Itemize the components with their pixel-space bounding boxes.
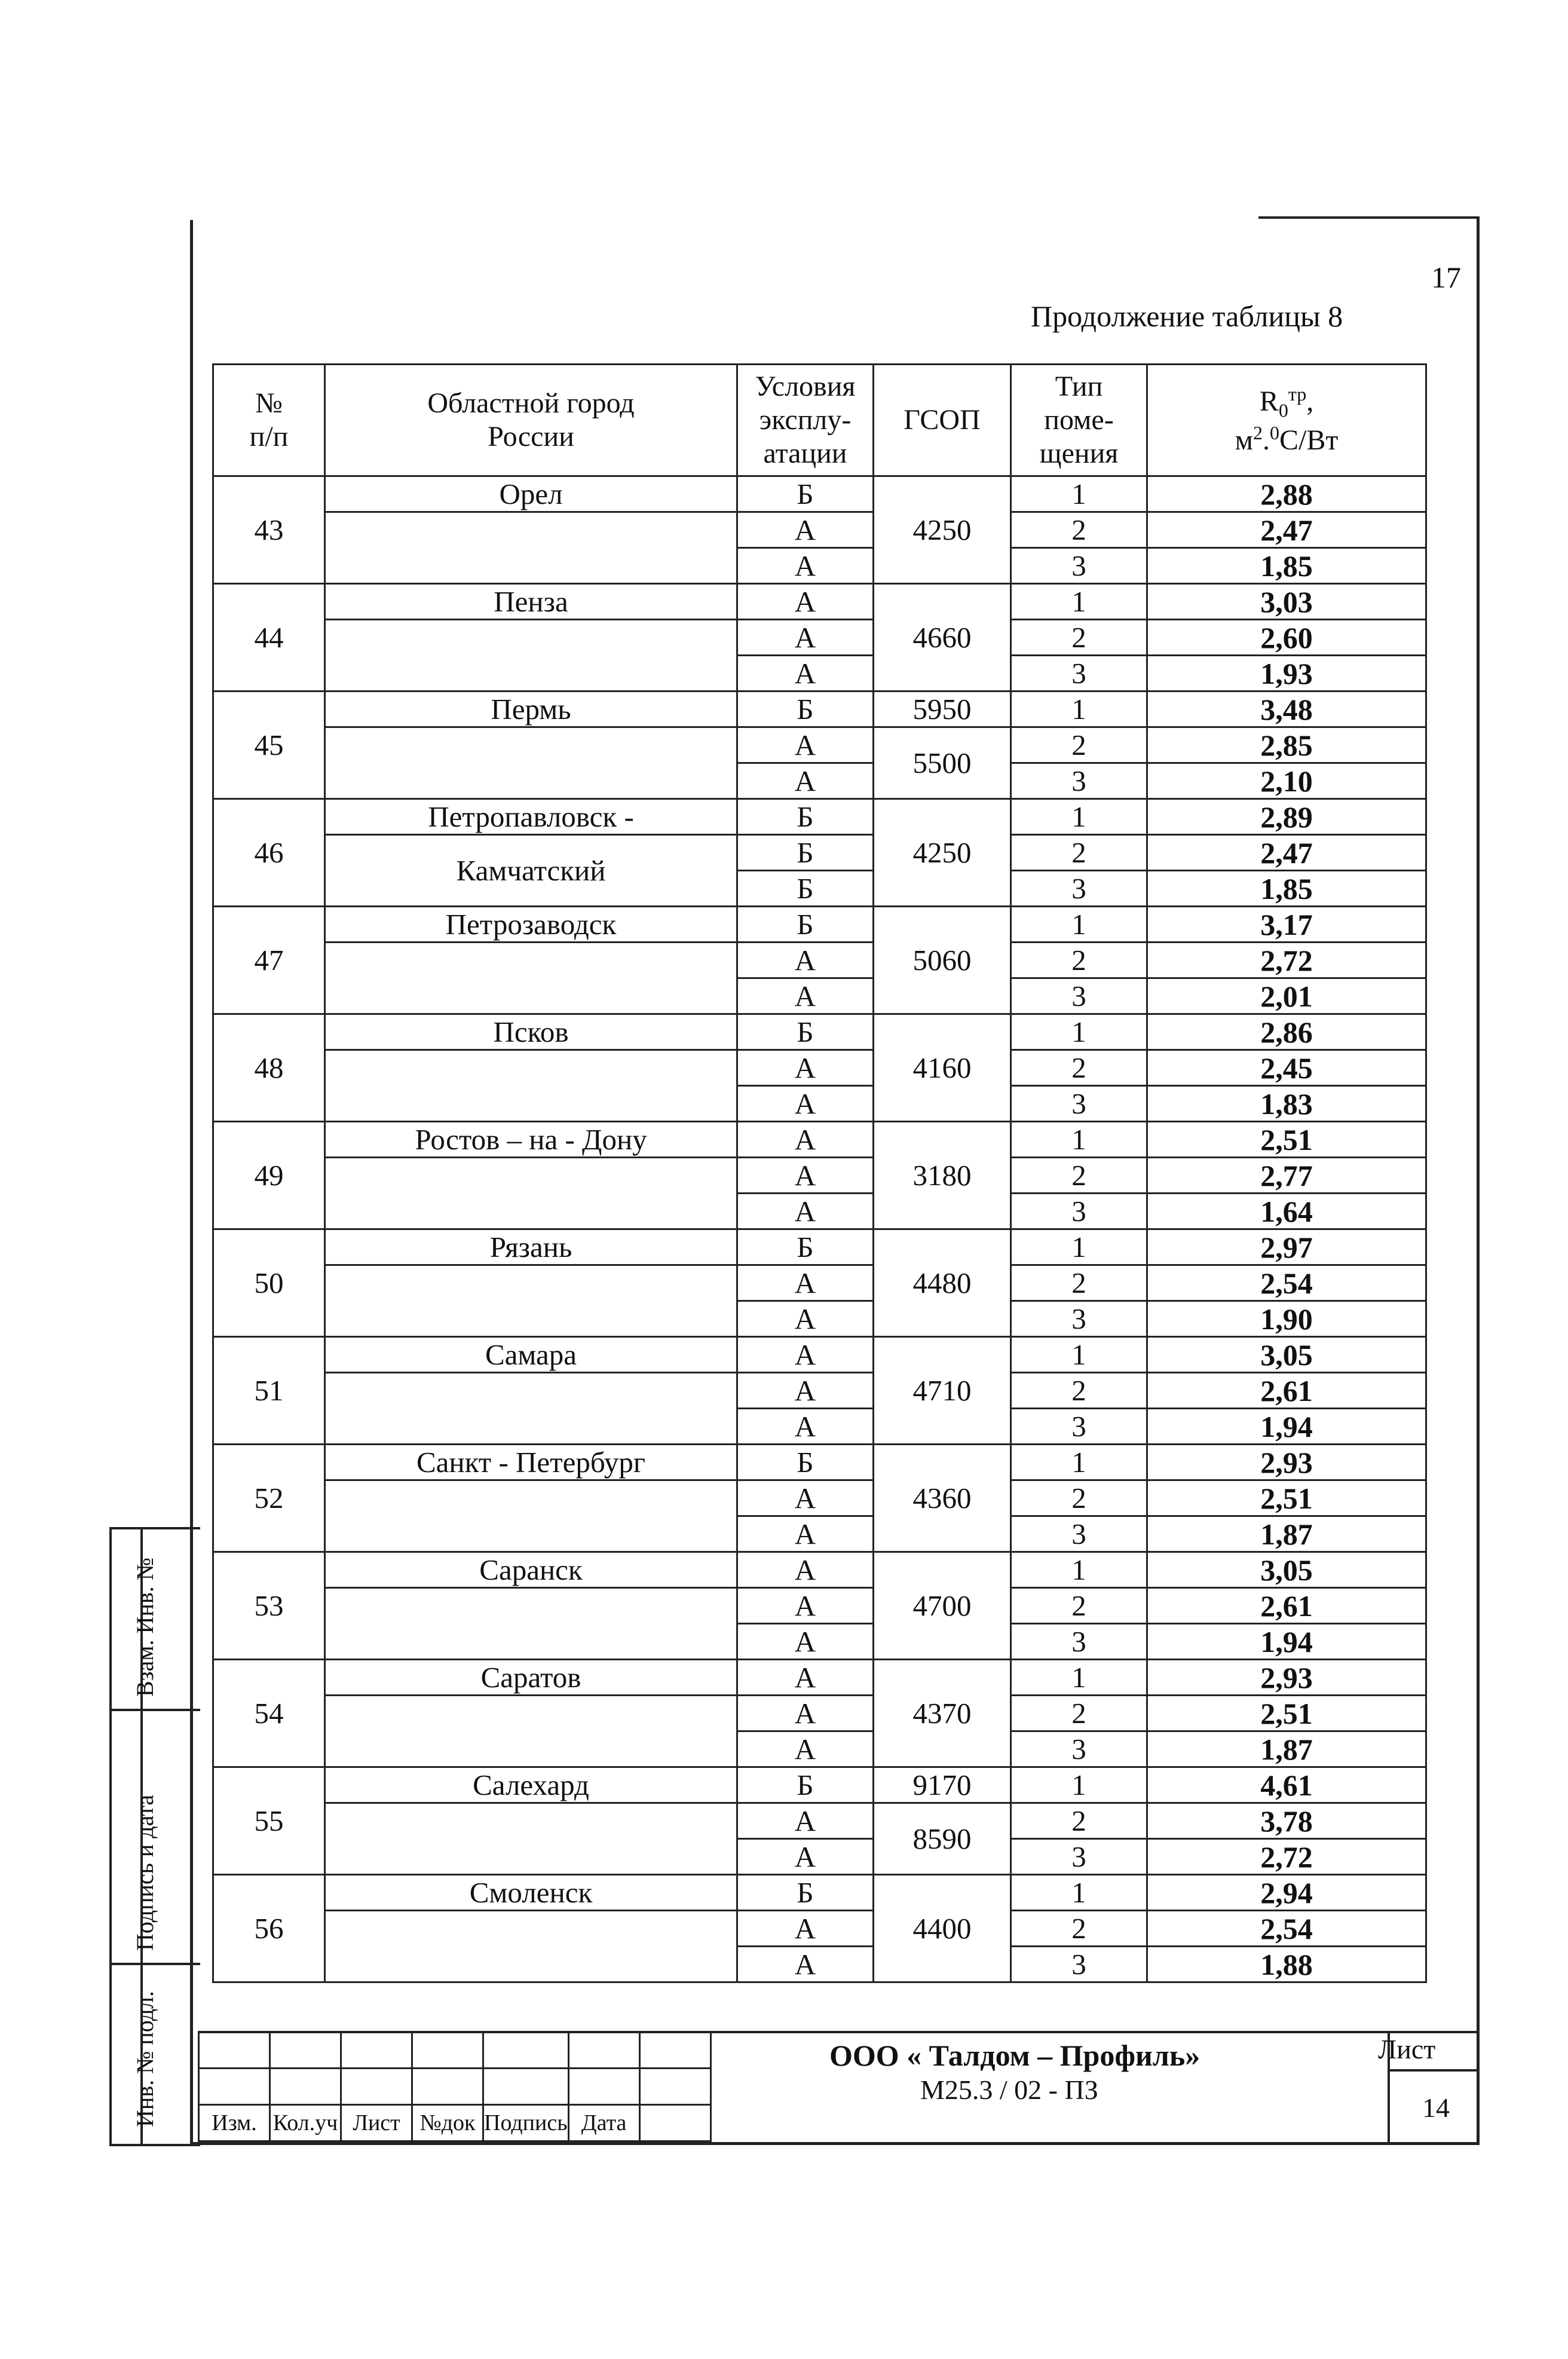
row-number: 56 (213, 1875, 325, 1982)
room-type-cell: 1 (1011, 692, 1147, 727)
room-type-cell: 2 (1011, 1803, 1147, 1839)
company-name: ООО « Талдом – Профиль» (829, 2039, 1200, 2072)
condition-cell: А (737, 1660, 874, 1696)
room-type-cell: 2 (1011, 1050, 1147, 1086)
city-name-cont (325, 943, 737, 1014)
condition-cell: А (737, 727, 874, 763)
room-type-cell: 3 (1011, 1947, 1147, 1982)
city-name-cont (325, 1265, 737, 1337)
table-header-row (213, 365, 1426, 476)
margin-stamp-line (112, 1963, 200, 1965)
table-row (213, 1767, 1426, 1803)
resistance-value: 3,78 (1147, 1803, 1426, 1839)
resistance-value: 1,83 (1147, 1086, 1426, 1122)
city-name: Орел (325, 476, 737, 512)
table-row (213, 1373, 1426, 1409)
table-row (213, 727, 1426, 763)
resistance-value: 1,90 (1147, 1301, 1426, 1337)
margin-signature-label: Подпись и дата (131, 1794, 158, 1951)
room-type-cell: 3 (1011, 1086, 1147, 1122)
table-row (213, 1552, 1426, 1588)
city-name-cont (325, 727, 737, 799)
table-row (213, 1158, 1426, 1194)
table-row (213, 1229, 1426, 1265)
tb-koluch: Кол.уч (270, 2105, 341, 2141)
header-resistance: $R_0^{тр}$, $м^2.^0С/Вт$ (1147, 365, 1426, 476)
city-name: Рязань (325, 1229, 737, 1265)
resistance-value: 2,97 (1147, 1229, 1426, 1265)
condition-cell: А (737, 1588, 874, 1624)
condition-cell: А (737, 1696, 874, 1731)
row-number: 47 (213, 907, 325, 1014)
gsop-cell: 4480 (874, 1229, 1011, 1337)
resistance-value: 2,93 (1147, 1660, 1426, 1696)
gsop-cell: 8590 (874, 1803, 1011, 1875)
resistance-value: 3,05 (1147, 1337, 1426, 1373)
condition-cell: Б (737, 835, 874, 871)
condition-cell: А (737, 1086, 874, 1122)
table-row (213, 476, 1426, 512)
table-row (213, 584, 1426, 620)
gsop-cell: 4370 (874, 1660, 1011, 1767)
table-row (213, 1911, 1426, 1947)
title-block-grid (198, 2031, 712, 2142)
table-row (213, 799, 1426, 835)
resistance-value: 2,60 (1147, 620, 1426, 656)
city-name: Самара (325, 1337, 737, 1373)
table-row (213, 692, 1426, 727)
sheet-number: 14 (1422, 2092, 1450, 2123)
room-type-cell: 2 (1011, 943, 1147, 978)
gsop-cell: 4360 (874, 1445, 1011, 1552)
condition-cell: А (737, 1265, 874, 1301)
table-row (213, 1337, 1426, 1373)
city-name-cont (325, 1911, 737, 1982)
resistance-value: 2,47 (1147, 512, 1426, 548)
resistance-value: 4,61 (1147, 1767, 1426, 1803)
city-name: Саратов (325, 1660, 737, 1696)
room-type-cell: 3 (1011, 978, 1147, 1014)
table-row (213, 1122, 1426, 1158)
room-type-cell: 3 (1011, 1409, 1147, 1445)
resistance-value: 2,10 (1147, 763, 1426, 799)
resistance-value: 2,51 (1147, 1480, 1426, 1516)
margin-vzam-label: Взам. Инв. № (131, 1558, 158, 1697)
city-name: Санкт - Петербург (325, 1445, 737, 1480)
header-number: № п/п (213, 365, 325, 476)
table-row (213, 1265, 1426, 1301)
resistance-value: 2,72 (1147, 943, 1426, 978)
resistance-value: 1,87 (1147, 1516, 1426, 1552)
resistance-value: 2,85 (1147, 727, 1426, 763)
margin-inv-label: Инв. № подл. (131, 1991, 158, 2127)
header-gsop: ГСОП (874, 365, 1011, 476)
tb-list: Лист (341, 2105, 412, 2141)
row-number: 48 (213, 1014, 325, 1122)
header-city: Областной город России (325, 365, 737, 476)
room-type-cell: 1 (1011, 1229, 1147, 1265)
table-row (213, 1588, 1426, 1624)
condition-cell: А (737, 1803, 874, 1839)
condition-cell: А (737, 1409, 874, 1445)
gsop-cell: 4250 (874, 476, 1011, 584)
room-type-cell: 3 (1011, 1624, 1147, 1660)
room-type-cell: 1 (1011, 584, 1147, 620)
gsop-cell: 4250 (874, 799, 1011, 907)
room-type-cell: 3 (1011, 1839, 1147, 1875)
resistance-value: 1,85 (1147, 548, 1426, 584)
gsop-cell: 5500 (874, 727, 1011, 799)
condition-cell: А (737, 1301, 874, 1337)
resistance-value: 2,47 (1147, 835, 1426, 871)
resistance-value: 2,77 (1147, 1158, 1426, 1194)
gsop-cell: 5060 (874, 907, 1011, 1014)
city-name-cont (325, 1373, 737, 1445)
table-row (213, 1803, 1426, 1839)
data-table (212, 363, 1427, 1983)
row-number: 50 (213, 1229, 325, 1337)
resistance-value: 2,61 (1147, 1373, 1426, 1409)
city-name-cont (325, 1480, 737, 1552)
city-name-cont (325, 1158, 737, 1229)
row-number: 52 (213, 1445, 325, 1552)
room-type-cell: 2 (1011, 1911, 1147, 1947)
city-name-cont (325, 620, 737, 692)
city-name-cont: Камчатский (325, 835, 737, 907)
room-type-cell: 1 (1011, 1337, 1147, 1373)
gsop-cell: 4160 (874, 1014, 1011, 1122)
resistance-value: 2,61 (1147, 1588, 1426, 1624)
resistance-value: 3,17 (1147, 907, 1426, 943)
resistance-value: 2,86 (1147, 1014, 1426, 1050)
room-type-cell: 1 (1011, 1122, 1147, 1158)
resistance-value: 2,89 (1147, 799, 1426, 835)
condition-cell: А (737, 584, 874, 620)
room-type-cell: 1 (1011, 1014, 1147, 1050)
gsop-cell: 3180 (874, 1122, 1011, 1229)
row-number: 53 (213, 1552, 325, 1660)
frame-right-border (1477, 216, 1480, 2143)
sheet-label: Лист (1378, 2034, 1436, 2064)
city-name: Саранск (325, 1552, 737, 1588)
room-type-cell: 1 (1011, 799, 1147, 835)
condition-cell: Б (737, 1014, 874, 1050)
room-type-cell: 3 (1011, 1194, 1147, 1229)
table-row (213, 943, 1426, 978)
condition-cell: А (737, 548, 874, 584)
resistance-value: 3,05 (1147, 1552, 1426, 1588)
condition-cell: А (737, 1516, 874, 1552)
row-number: 46 (213, 799, 325, 907)
city-name-cont (325, 512, 737, 584)
room-type-cell: 1 (1011, 476, 1147, 512)
room-type-cell: 2 (1011, 512, 1147, 548)
tb-ndok: №док (412, 2105, 483, 2141)
room-type-cell: 1 (1011, 907, 1147, 943)
condition-cell: А (737, 1122, 874, 1158)
condition-cell: Б (737, 1767, 874, 1803)
room-type-cell: 2 (1011, 1696, 1147, 1731)
resistance-value: 1,88 (1147, 1947, 1426, 1982)
city-name: Петропавловск - (325, 799, 737, 835)
tb-data: Дата (568, 2105, 639, 2141)
gsop-cell: 4400 (874, 1875, 1011, 1982)
condition-cell: Б (737, 1229, 874, 1265)
room-type-cell: 2 (1011, 727, 1147, 763)
condition-cell: А (737, 1373, 874, 1409)
city-name: Петрозаводск (325, 907, 737, 943)
table-row (213, 620, 1426, 656)
condition-cell: А (737, 1911, 874, 1947)
resistance-value: 1,94 (1147, 1409, 1426, 1445)
condition-cell: Б (737, 871, 874, 907)
condition-cell: А (737, 978, 874, 1014)
room-type-cell: 3 (1011, 1731, 1147, 1767)
resistance-value: 1,64 (1147, 1194, 1426, 1229)
condition-cell: А (737, 1839, 874, 1875)
room-type-cell: 2 (1011, 1158, 1147, 1194)
resistance-value: 1,87 (1147, 1731, 1426, 1767)
condition-cell: А (737, 512, 874, 548)
city-name: Пенза (325, 584, 737, 620)
resistance-value: 2,54 (1147, 1911, 1426, 1947)
row-number: 49 (213, 1122, 325, 1229)
city-name: Псков (325, 1014, 737, 1050)
room-type-cell: 3 (1011, 871, 1147, 907)
room-type-cell: 1 (1011, 1767, 1147, 1803)
margin-stamp-line (112, 1709, 200, 1711)
page-number: 17 (1431, 261, 1461, 294)
resistance-value: 1,94 (1147, 1624, 1426, 1660)
tb-izm: Изм. (199, 2105, 270, 2141)
resistance-value: 2,01 (1147, 978, 1426, 1014)
resistance-value: 3,48 (1147, 692, 1426, 727)
room-type-cell: 2 (1011, 1373, 1147, 1409)
condition-cell: А (737, 1552, 874, 1588)
gsop-cell: 4700 (874, 1552, 1011, 1660)
table-row (213, 1445, 1426, 1480)
condition-cell: А (737, 1624, 874, 1660)
tb-podpis: Подпись (483, 2105, 569, 2141)
room-type-cell: 2 (1011, 1480, 1147, 1516)
resistance-value: 2,54 (1147, 1265, 1426, 1301)
row-number: 45 (213, 692, 325, 799)
row-number: 54 (213, 1660, 325, 1767)
condition-cell: Б (737, 692, 874, 727)
title-block-divider (1388, 2069, 1480, 2072)
resistance-value: 3,03 (1147, 584, 1426, 620)
condition-cell: А (737, 1731, 874, 1767)
frame-top-border (1258, 216, 1480, 219)
resistance-value: 2,45 (1147, 1050, 1426, 1086)
document-code: М25.3 / 02 - ПЗ (920, 2075, 1098, 2105)
condition-cell: Б (737, 476, 874, 512)
gsop-cell: 4710 (874, 1337, 1011, 1445)
resistance-value: 1,93 (1147, 656, 1426, 692)
condition-cell: Б (737, 799, 874, 835)
resistance-value: 2,93 (1147, 1445, 1426, 1480)
table-row (213, 907, 1426, 943)
gsop-cell: 9170 (874, 1767, 1011, 1803)
city-name: Салехард (325, 1767, 737, 1803)
row-number: 55 (213, 1767, 325, 1875)
city-name-cont (325, 1588, 737, 1660)
table-caption: Продолжение таблицы 8 (1031, 299, 1343, 333)
row-number: 43 (213, 476, 325, 584)
table-row (213, 1014, 1426, 1050)
room-type-cell: 2 (1011, 835, 1147, 871)
table-row (213, 1696, 1426, 1731)
row-number: 51 (213, 1337, 325, 1445)
city-name-cont (325, 1050, 737, 1122)
resistance-value: 2,51 (1147, 1696, 1426, 1731)
condition-cell: А (737, 1480, 874, 1516)
gsop-cell: 5950 (874, 692, 1011, 727)
header-room-type: Тип поме- щения (1011, 365, 1147, 476)
room-type-cell: 1 (1011, 1445, 1147, 1480)
room-type-cell: 2 (1011, 1265, 1147, 1301)
condition-cell: А (737, 620, 874, 656)
condition-cell: Б (737, 1875, 874, 1911)
header-conditions: Условия эксплу- атации (737, 365, 874, 476)
condition-cell: А (737, 1158, 874, 1194)
room-type-cell: 1 (1011, 1552, 1147, 1588)
city-name: Смоленск (325, 1875, 737, 1911)
margin-stamp (109, 1527, 200, 2146)
room-type-cell: 3 (1011, 656, 1147, 692)
condition-cell: А (737, 1194, 874, 1229)
table-row (213, 1480, 1426, 1516)
gsop-cell: 4660 (874, 584, 1011, 692)
room-type-cell: 3 (1011, 1301, 1147, 1337)
condition-cell: А (737, 763, 874, 799)
room-type-cell: 3 (1011, 548, 1147, 584)
table-row (213, 1660, 1426, 1696)
table-row (213, 1875, 1426, 1911)
table-row (213, 512, 1426, 548)
room-type-cell: 1 (1011, 1660, 1147, 1696)
table-row (213, 835, 1426, 871)
condition-cell: Б (737, 907, 874, 943)
condition-cell: А (737, 1947, 874, 1982)
resistance-value: 2,72 (1147, 1839, 1426, 1875)
room-type-cell: 3 (1011, 1516, 1147, 1552)
resistance-value: 2,51 (1147, 1122, 1426, 1158)
condition-cell: А (737, 1337, 874, 1373)
city-name-cont (325, 1696, 737, 1767)
condition-cell: А (737, 1050, 874, 1086)
room-type-cell: 3 (1011, 763, 1147, 799)
row-number: 44 (213, 584, 325, 692)
condition-cell: А (737, 943, 874, 978)
condition-cell: Б (737, 1445, 874, 1480)
room-type-cell: 2 (1011, 1588, 1147, 1624)
resistance-value: 2,94 (1147, 1875, 1426, 1911)
resistance-value: 2,88 (1147, 476, 1426, 512)
resistance-value: 1,85 (1147, 871, 1426, 907)
condition-cell: А (737, 656, 874, 692)
city-name: Ростов – на - Дону (325, 1122, 737, 1158)
table-row (213, 1050, 1426, 1086)
city-name: Пермь (325, 692, 737, 727)
room-type-cell: 2 (1011, 620, 1147, 656)
city-name-cont (325, 1803, 737, 1875)
room-type-cell: 1 (1011, 1875, 1147, 1911)
